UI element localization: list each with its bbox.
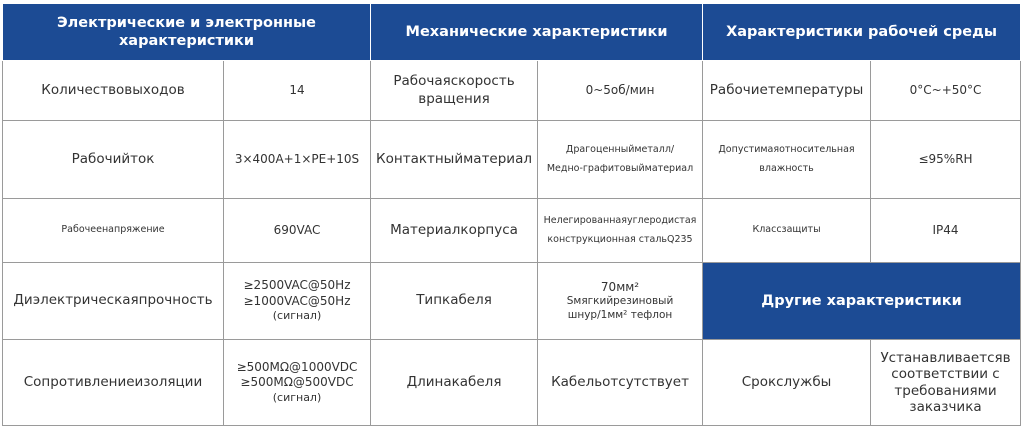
humidity-label-line-2: влажность <box>759 162 814 174</box>
service-life-value <box>871 340 1021 426</box>
current-value: 3×400А+1×PE+10S <box>224 121 371 199</box>
cable-length-label: Длинакабеля <box>371 340 538 426</box>
insulation-resistance-value <box>224 340 371 426</box>
speed-value: 0~5об/мин <box>538 61 703 121</box>
humidity-value: ≤95%RH <box>871 121 1021 199</box>
temperature-value: 0°C~+50°C <box>871 61 1021 121</box>
environment-header: Характеристики рабочей среды <box>703 4 1021 61</box>
outputs-label: Количествовыходов <box>3 61 224 121</box>
table-row <box>3 61 1021 121</box>
electrical-header-line-1: Электрические и электронные <box>57 14 316 31</box>
cable-type-value <box>538 263 703 340</box>
humidity-label-line-1: Допустимаяотносительная <box>718 144 855 156</box>
current-label: Рабочийток <box>3 121 224 199</box>
contact-material-value-line-1: Драгоценныйметалл/ <box>565 144 675 156</box>
cable-type-value-line-3: шнур/1мм² тефлон <box>567 308 673 321</box>
insulation-value-line-1: ≥500MΩ@1000VDC <box>236 359 358 374</box>
protection-class-label: Классзащиты <box>703 199 871 263</box>
cable-type-label: Типкабеля <box>371 263 538 340</box>
outputs-value: 14 <box>224 61 371 121</box>
dielectric-value-line-3: (сигнал) <box>272 309 322 323</box>
contact-material-value <box>538 121 703 199</box>
electrical-header <box>3 4 371 61</box>
humidity-label <box>703 121 871 199</box>
housing-material-label: Материалкорпуса <box>371 199 538 263</box>
insulation-resistance-label: Сопротивлениеизоляции <box>3 340 224 426</box>
table-row <box>3 340 1021 426</box>
dielectric-strength-value <box>224 263 371 340</box>
dielectric-value-line-1: ≥2500VAC@50Hz <box>243 278 351 293</box>
cable-type-value-line-1: 70мм² <box>600 279 640 294</box>
temperature-label: Рабочиетемпературы <box>703 61 871 121</box>
electrical-header-line-2: характеристики <box>118 33 255 49</box>
mechanical-header: Механические характеристики <box>371 4 703 61</box>
table-row <box>3 263 1021 340</box>
voltage-value: 690VAC <box>224 199 371 263</box>
service-life-label: Срокслужбы <box>703 340 871 426</box>
dielectric-strength-label: Диэлектрическаяпрочность <box>3 263 224 340</box>
specifications-table <box>2 3 1021 426</box>
housing-material-value <box>538 199 703 263</box>
contact-material-label: Контактныйматериал <box>371 121 538 199</box>
header-row <box>3 4 1021 61</box>
service-life-value-line-4: заказчика <box>909 398 982 415</box>
cable-length-value: Кабельотсутствует <box>538 340 703 426</box>
table-row <box>3 121 1021 199</box>
cable-type-value-line-2: Sмягкийрезиновый <box>566 295 674 308</box>
speed-label-line-2: вращения <box>418 90 490 107</box>
dielectric-value-line-2: ≥1000VAC@50Hz <box>243 293 351 308</box>
housing-material-value-line-2: конструкционная стальQ235 <box>547 233 693 245</box>
speed-label <box>371 61 538 121</box>
speed-label-line-1: Рабочаяскорость <box>393 72 515 89</box>
service-life-value-line-2: соответствии с <box>891 366 1000 383</box>
service-life-value-line-3: требованиями <box>894 382 997 399</box>
service-life-value-line-1: Устанавливаетсяв <box>880 350 1011 367</box>
contact-material-value-line-2: Медно-графитовыйматериал <box>546 162 694 174</box>
insulation-value-line-2: ≥500MΩ@500VDC <box>240 375 354 390</box>
table-row <box>3 199 1021 263</box>
voltage-label: Рабочеенапряжение <box>3 199 224 263</box>
housing-material-value-line-1: Нелегированнаяуглеродистая <box>543 215 697 227</box>
protection-class-value: IP44 <box>871 199 1021 263</box>
other-header: Другие характеристики <box>703 263 1021 340</box>
insulation-value-line-3: (сигнал) <box>272 390 322 404</box>
